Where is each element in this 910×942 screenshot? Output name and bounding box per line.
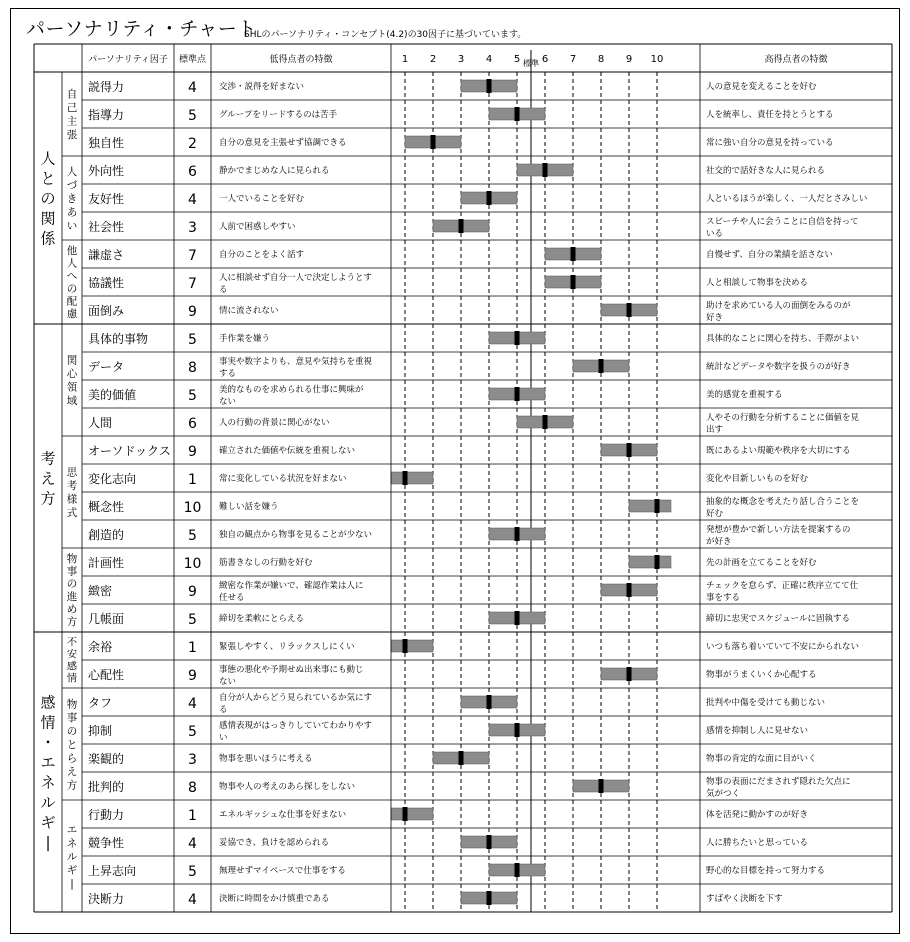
score-marker [459, 219, 464, 233]
group-label-char: ル [40, 793, 56, 812]
subgroup-label-char: い [66, 219, 78, 232]
factor-label: 人間 [88, 416, 113, 430]
score-marker [487, 191, 492, 205]
high-trait-text: 助けを求めている人の面倒をみるのが [706, 301, 851, 311]
subgroup-label [67, 467, 78, 520]
low-trait-text: グループをリードするのは苦手 [219, 110, 338, 120]
page-title: パーソナリティ・チャート [26, 18, 257, 40]
subgroup-label-char: 方 [66, 616, 78, 629]
low-trait-text: 緻密な作業が嫌いで、確認作業は人に [219, 581, 364, 591]
factor-label: 抑制 [88, 724, 113, 738]
high-trait-text: 人やその行動を分析することに価値を見 [706, 413, 860, 423]
group-label [40, 694, 55, 852]
factor-label: 友好性 [88, 192, 125, 206]
subgroup-label-char: ネ [66, 837, 78, 850]
factor-label: 指導力 [88, 108, 125, 122]
low-trait-text: 独自の観点から物事を見ることが少ない [219, 530, 373, 540]
group-label-char: え [40, 469, 56, 488]
subgroup-label-char: あ [66, 206, 78, 219]
score-value: 3 [188, 220, 197, 236]
factor-label: オーソドックス [88, 444, 171, 458]
factor-label: 計画性 [88, 556, 125, 570]
subgroup-label-char: 領 [66, 381, 78, 394]
low-trait-text: 感情表現がはっきりしていてわかりやす [219, 721, 373, 731]
high-trait-text: 締切に忠実でスケジュールに固執する [706, 614, 850, 624]
high-trait-text: 既にあるよい規範や秩序を大切にする [706, 446, 851, 456]
high-trait-text: 人といるほうが楽しく、一人だとさみしい [706, 194, 868, 204]
high-trait-text: 気がつく [706, 789, 741, 799]
low-trait-text: 美的なものを求められる仕事に興味が [219, 385, 364, 395]
factor-label: 社会性 [88, 220, 125, 234]
score-band-bar [629, 500, 671, 512]
factor-label: 行動力 [88, 808, 125, 822]
subgroup-label-char: 配 [66, 295, 78, 308]
subgroup-label-char: 事 [66, 711, 78, 724]
factor-label: 創造的 [88, 528, 125, 542]
subgroup-label-char: エ [66, 823, 78, 836]
group-label [40, 150, 56, 248]
score-marker [403, 639, 408, 653]
score-value: 4 [188, 892, 197, 908]
high-trait-text: 具体的なことに関心を持ち、手際がよい [706, 334, 860, 344]
subgroup-label-char: 様 [66, 493, 78, 506]
high-trait-text: いる [706, 229, 724, 239]
high-trait-text: 物事がうまくいくか心配する [706, 670, 817, 680]
group-label-char: 情 [40, 713, 56, 732]
high-trait-text: 物事の肯定的な面に目がいく [706, 754, 817, 764]
subgroup-label-char: づ [66, 179, 78, 192]
subgroup-label-char: 方 [66, 779, 78, 792]
group-label-char: ギ [40, 813, 56, 832]
low-trait-text: 事態の悪化や予期せぬ出来事にも動じ [219, 665, 364, 675]
subgroup-label-char: | [70, 877, 74, 890]
factor-label: タフ [88, 696, 113, 710]
subgroup-label-char: の [66, 578, 78, 591]
subgroup-label-char: 己 [66, 102, 78, 115]
group-label-char: | [45, 833, 51, 852]
score-marker [627, 303, 632, 317]
subgroup-label-char: 考 [66, 480, 78, 493]
score-marker [599, 779, 604, 793]
score-value: 5 [188, 724, 197, 740]
high-trait-text: 好む [706, 509, 724, 519]
factor-label: データ [88, 360, 125, 374]
high-trait-text: 人と相談して物事を決める [706, 278, 809, 288]
score-marker [403, 471, 408, 485]
low-trait-text: 常に変化している状況を好まない [219, 474, 347, 484]
subgroup-label-char: 人 [66, 165, 78, 178]
factor-label: 競争性 [88, 836, 125, 850]
subgroup-label-char: 進 [66, 590, 78, 603]
group-label-char: の [40, 189, 56, 208]
low-trait-text: 無理せずマイペースで仕事をする [219, 866, 346, 876]
subgroup-label-char: の [66, 725, 78, 738]
score-marker [515, 723, 520, 737]
score-value: 1 [188, 472, 197, 488]
subgroup-label [67, 636, 78, 684]
factor-label: 変化志向 [88, 472, 137, 486]
standard-label: 標準 [523, 59, 539, 68]
scale-tick-label: 9 [625, 54, 633, 65]
scale-tick-label: 6 [541, 54, 549, 65]
high-trait-text: 好き [706, 313, 724, 323]
score-value: 9 [188, 584, 197, 600]
score-marker [515, 863, 520, 877]
score-value: 4 [188, 836, 197, 852]
high-trait-text: 先の計画を立てることを好む [706, 558, 817, 568]
subgroup-label-char: き [66, 192, 78, 205]
factor-label: 上昇志向 [88, 864, 137, 878]
subgroup-label-char: 張 [66, 129, 78, 142]
subgroup-label [67, 824, 78, 890]
low-trait-text: い [219, 733, 228, 743]
score-value: 10 [183, 556, 202, 572]
score-band-bar [629, 556, 671, 568]
subgroup-label-char: え [66, 765, 78, 778]
subgroup-label-char: へ [66, 270, 78, 283]
low-trait-text: 決断に時間をかけ慎重である [219, 894, 330, 904]
score-value: 4 [188, 696, 197, 712]
subgroup-label-char: 他 [66, 244, 78, 257]
group-label-char: 係 [40, 229, 56, 248]
high-trait-text: いつも落ち着いていて不安にかられない [706, 642, 860, 652]
score-value: 5 [188, 528, 197, 544]
header-low: 低得点者の特徴 [269, 55, 333, 65]
low-trait-text: 確立された価値や伝統を重視しない [219, 446, 356, 456]
high-trait-text: が好き [706, 537, 732, 547]
low-trait-text: 情に流されない [219, 306, 279, 316]
subgroup-label-char: の [66, 282, 78, 295]
score-value: 5 [188, 612, 197, 628]
group-label-char: と [40, 169, 56, 188]
score-value: 5 [188, 864, 197, 880]
subgroup-label [67, 355, 78, 408]
score-value: 6 [188, 164, 197, 180]
high-trait-text: 常に強い自分の意見を持っている [706, 138, 834, 148]
low-trait-text: する [219, 369, 237, 379]
score-marker [515, 387, 520, 401]
score-marker [543, 163, 548, 177]
subgroup-label [67, 165, 78, 232]
factor-label: 決断力 [88, 892, 125, 906]
score-marker [571, 247, 576, 261]
low-trait-text: 交渉・説得を好まない [219, 82, 305, 92]
high-trait-text: 人に勝ちたいと思っている [706, 838, 809, 848]
score-value: 2 [188, 136, 197, 152]
subgroup-label-char: ル [66, 850, 78, 863]
low-trait-text: 任せる [219, 593, 245, 603]
high-trait-text: すばやく決断を下す [706, 894, 783, 904]
high-trait-text: 変化や目新しいものを好む [706, 474, 809, 484]
low-trait-text: 自分が人からどう見られているか気にす [219, 693, 373, 703]
low-trait-text: 静かでまじめな人に見られる [219, 166, 330, 176]
low-trait-text: 自分のことをよく話す [219, 250, 305, 260]
group-label-char: ネ [40, 773, 56, 792]
subgroup-label-char: ギ [66, 864, 78, 877]
low-trait-text: る [219, 705, 228, 715]
high-trait-text: 事をする [706, 593, 741, 603]
subgroup-label-char: 安 [66, 649, 78, 661]
group-label-char: 関 [40, 209, 56, 228]
factor-label: 独自性 [88, 136, 125, 150]
low-trait-text: る [219, 285, 228, 295]
score-marker [655, 555, 660, 569]
scale-tick-label: 4 [485, 54, 493, 65]
factor-label: 謙虚さ [88, 248, 125, 262]
high-trait-text: 発想が豊かで新しい方法を提案するの [706, 525, 851, 535]
scale-tick-label: 2 [429, 54, 437, 65]
subgroup-label [67, 244, 78, 320]
high-trait-text: 自慢せず、自分の業績を話さない [706, 250, 833, 260]
score-marker [515, 331, 520, 345]
group-label [40, 450, 55, 508]
subgroup-label [67, 552, 78, 628]
low-trait-text: エネルギッシュな仕事を好まない [219, 810, 347, 820]
score-marker [403, 807, 408, 821]
score-marker [487, 695, 492, 709]
low-trait-text: 妥協でき、負けを認められる [219, 838, 330, 848]
low-trait-text: 締切を柔軟にとらえる [219, 614, 305, 624]
low-trait-text: 自分の意見を主張せず協調できる [219, 138, 347, 148]
score-marker [431, 135, 436, 149]
scale-tick-label: 1 [401, 54, 409, 65]
score-marker [459, 751, 464, 765]
group-label-char: 方 [40, 489, 56, 508]
low-trait-text: 人前で困惑しやすい [219, 222, 296, 232]
high-trait-text: 出す [706, 425, 724, 435]
score-value: 9 [188, 444, 197, 460]
factor-label: 批判的 [88, 780, 125, 794]
score-value: 8 [188, 780, 197, 796]
score-value: 10 [183, 500, 202, 516]
subgroup-label [67, 88, 78, 142]
low-trait-text: ない [219, 397, 237, 407]
score-marker [655, 499, 660, 513]
low-trait-text: 手作業を嫌う [219, 334, 271, 344]
score-value: 8 [188, 360, 197, 376]
high-trait-text: 物事の表面にだまされず隠れた欠点に [706, 777, 851, 787]
subgroup-label-char: 感 [66, 661, 78, 673]
low-trait-text: 難しい話を嫌う [219, 502, 279, 512]
subgroup-label [67, 697, 78, 791]
high-trait-text: 感情を抑制し人に見せない [706, 726, 809, 736]
subgroup-label-char: ら [66, 752, 78, 765]
score-marker [487, 891, 492, 905]
scale-tick-label: 3 [457, 54, 465, 65]
score-value: 5 [188, 332, 197, 348]
header-score: 標準点 [178, 55, 207, 65]
high-trait-text: 人を統率し、責任を持とうとする [706, 110, 834, 120]
subgroup-label-char: 慮 [66, 308, 78, 321]
subgroup-label-char: め [66, 603, 78, 616]
low-trait-text: 人の行動の背景に関心がない [219, 418, 330, 428]
subgroup-label-char: 事 [66, 565, 78, 578]
subgroup-label-char: 自 [66, 88, 78, 101]
low-trait-text: 物事や人の考えのあら探しをしない [219, 782, 356, 792]
score-value: 3 [188, 752, 197, 768]
score-band-bar [391, 640, 433, 652]
score-value: 9 [188, 668, 197, 684]
factor-label: 余裕 [88, 640, 113, 654]
group-label-char: ・ [40, 733, 56, 752]
scale-tick-label: 8 [597, 54, 605, 65]
high-trait-text: 社交的で話好きな人に見られる [706, 166, 826, 176]
score-value: 4 [188, 80, 197, 96]
score-marker [487, 835, 492, 849]
factor-label: 外向性 [88, 164, 125, 178]
subgroup-label-char: 物 [66, 552, 78, 565]
factor-label: 協議性 [88, 276, 125, 290]
score-value: 5 [188, 108, 197, 124]
scale-tick-label: 7 [569, 54, 577, 65]
header-high: 高得点者の特徴 [764, 55, 828, 65]
score-marker [627, 583, 632, 597]
subgroup-label-char: 主 [66, 115, 78, 128]
score-value: 6 [188, 416, 197, 432]
factor-label: 心配性 [88, 668, 125, 682]
factor-label: 緻密 [88, 584, 113, 598]
factor-label: 具体的事物 [88, 332, 149, 346]
low-trait-text: 人に相談せず自分一人で決定しようとす [219, 273, 373, 283]
subgroup-label-char: と [66, 738, 78, 751]
low-trait-text: 筋書きなしの行動を好む [219, 558, 313, 568]
group-label-char: 考 [40, 449, 56, 468]
score-marker [515, 611, 520, 625]
high-trait-text: チェックを怠らず、正確に秩序立てて仕 [706, 581, 859, 591]
subgroup-label-char: 思 [66, 466, 78, 479]
low-trait-text: 緊張しやすく、リラックスしにくい [219, 642, 355, 652]
score-marker [571, 275, 576, 289]
score-value: 7 [188, 248, 197, 264]
low-trait-text: 事実や数字よりも、意見や気持ちを重視 [219, 357, 373, 367]
high-trait-text: 体を活発に動かすのが好き [706, 810, 809, 820]
high-trait-text: 統計などデータや数字を扱うのが好き [706, 362, 851, 372]
factor-label: 面倒み [88, 304, 125, 318]
score-marker [487, 79, 492, 93]
score-value: 5 [188, 388, 197, 404]
subgroup-label-char: 域 [66, 395, 78, 408]
factor-label: 説得力 [88, 80, 125, 94]
subgroup-label-char: 情 [66, 673, 78, 685]
score-marker [543, 415, 548, 429]
score-marker [599, 359, 604, 373]
score-marker [515, 107, 520, 121]
header-factor: パーソナリティ因子 [88, 55, 168, 65]
score-band-bar [391, 808, 433, 820]
subgroup-label-char: 心 [66, 368, 78, 381]
score-value: 4 [188, 192, 197, 208]
low-trait-text: ない [219, 677, 237, 687]
score-marker [627, 443, 632, 457]
scale-tick-label: 10 [650, 54, 664, 65]
high-trait-text: 野心的な目標を持って努力する [706, 866, 826, 876]
page-subtitle: SHLのパーソナリティ・コンセプト(4.2)の30因子に基づいています。 [244, 30, 527, 40]
score-marker [627, 667, 632, 681]
factor-label: 楽観的 [88, 752, 125, 766]
group-label-char: エ [40, 753, 56, 772]
subgroup-label-char: 物 [66, 698, 78, 711]
high-trait-text: 批判や中傷を受けても動じない [706, 698, 826, 708]
factor-label: 几帳面 [88, 612, 125, 626]
subgroup-label-char: 関 [66, 354, 78, 367]
score-marker [515, 527, 520, 541]
scale-tick-label: 5 [513, 54, 521, 65]
group-label-char: 感 [40, 693, 56, 712]
high-trait-text: 人の意見を変えることを好む [706, 82, 817, 92]
subgroup-label-char: 式 [66, 507, 78, 520]
group-label-char: 人 [40, 149, 56, 168]
low-trait-text: 一人でいることを好む [219, 194, 305, 204]
factor-label: 概念性 [88, 500, 125, 514]
subgroup-label-char: 人 [66, 257, 78, 270]
score-value: 9 [188, 304, 197, 320]
subgroup-label-char: 不 [66, 637, 78, 649]
score-band-bar [391, 472, 433, 484]
score-value: 1 [188, 808, 197, 824]
factor-label: 美的価値 [88, 388, 137, 402]
low-trait-text: 物事を悪いほうに考える [219, 754, 313, 764]
score-value: 1 [188, 640, 197, 656]
score-value: 7 [188, 276, 197, 292]
high-trait-text: スピーチや人に会うことに自信を持って [706, 217, 859, 227]
high-trait-text: 美的感覚を重視する [706, 390, 783, 400]
high-trait-text: 抽象的な概念を考えたり話し合うことを [706, 497, 860, 507]
